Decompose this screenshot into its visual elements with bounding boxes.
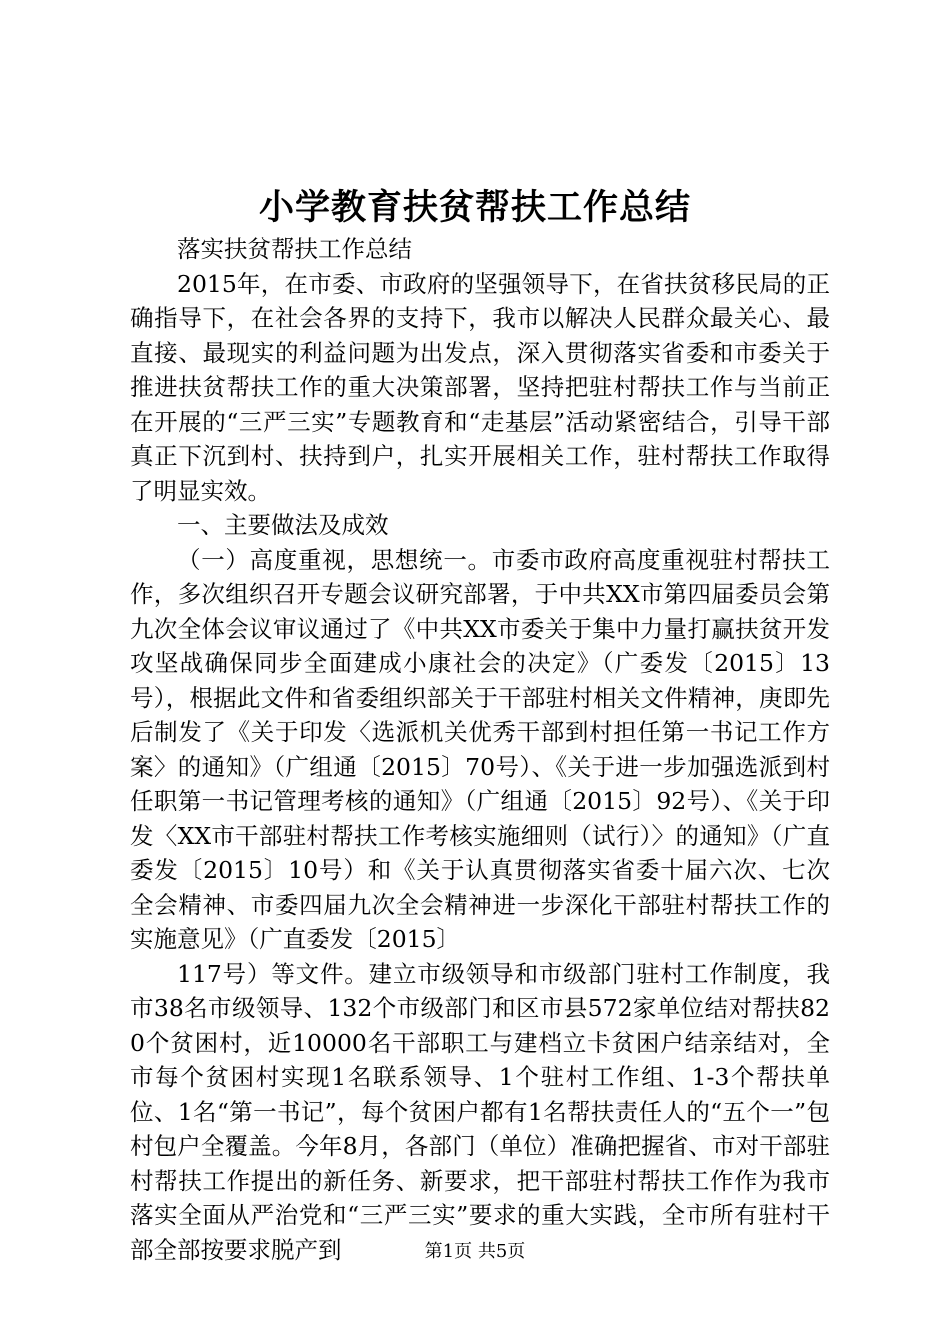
page-total: 共5页 xyxy=(477,1241,526,1262)
paragraph-intro: 2015年，在市委、市政府的坚强领导下，在省扶贫移民局的正确指导下，在社会各界的支持下，我市以解决人民群众最关心、最直接、最现实的利益问题为出发点，深入贯彻落实省委和市委关于推进扶贫帮扶工作的重大决策部署，坚持把驻村帮扶工作与当前正在开展的“三严三实”专题教育和“走基层”活动紧密结合，引导干部真正下沉到村、扶持到户，扎实开展相关工作，驻村帮扶工作取得了明显实效。 xyxy=(130,269,830,505)
page-number: 第1页 xyxy=(424,1241,473,1262)
paragraph-subtitle: 落实扶贫帮扶工作总结 xyxy=(177,235,412,263)
paragraph-section-1: （一）高度重视，思想统一。市委市政府高度重视驻村帮扶工作，多次组织召开专题会议研究部署，于中共XX市第四届委员会第九次全体会议审议通过了《中共XX市委关于集中力量打赢扶贫开发攻坚战确保同步全面建成小康社会的决定》（广委发〔2015〕13号），根据此文件和省委组织部关于干部驻村相关文件精神，庚即先后制发了《关于印发〈选派机关优秀干部到村担任第一书记工作方案〉的通知》（广组通〔2015〕70号）、《关于进一步加强选派到村任职第一书记管理考核的通知》（广组通〔2015〕92号）、《关于印发〈XX市干部驻村帮扶工作考核实施细则（试行）〉的通知》（广直委发〔2015〕10号）和《关于认真贯彻落实省委十届六次、七次全会精神、市委四届九次全会精神进一步深化干部驻村帮扶工作的实施意见》（广直委发〔2015〕 xyxy=(130,545,830,953)
page-footer xyxy=(0,1239,950,1265)
document-title: 小学教育扶贫帮扶工作总结 xyxy=(258,187,691,228)
paragraph-section-1-cont: 117号）等文件。建立市级领导和市级部门驻村工作制度，我市38名市级领导、132个市级部门和区市县572家单位结对帮扶820个贫困村，近10000名干部职工与建档立卡贫困户结亲结对，全市每个贫困村实现1名联系领导、1个驻村工作组、1-3个帮扶单位、1名“第一书记”，每个贫困户都有1名帮扶责任人的“五个一”包村包户全覆盖。今年8月，各部门（单位）准确把握省、市对干部驻村帮扶工作提出的新任务、新要求，把干部驻村帮扶工作作为我市落实全面从严治党和“三严三实”要求的重大实践，全市所有驻村干部全部按要求脱产到 xyxy=(130,959,830,1264)
section-heading: 一、主要做法及成效 xyxy=(177,511,389,539)
document-body xyxy=(130,232,830,1267)
